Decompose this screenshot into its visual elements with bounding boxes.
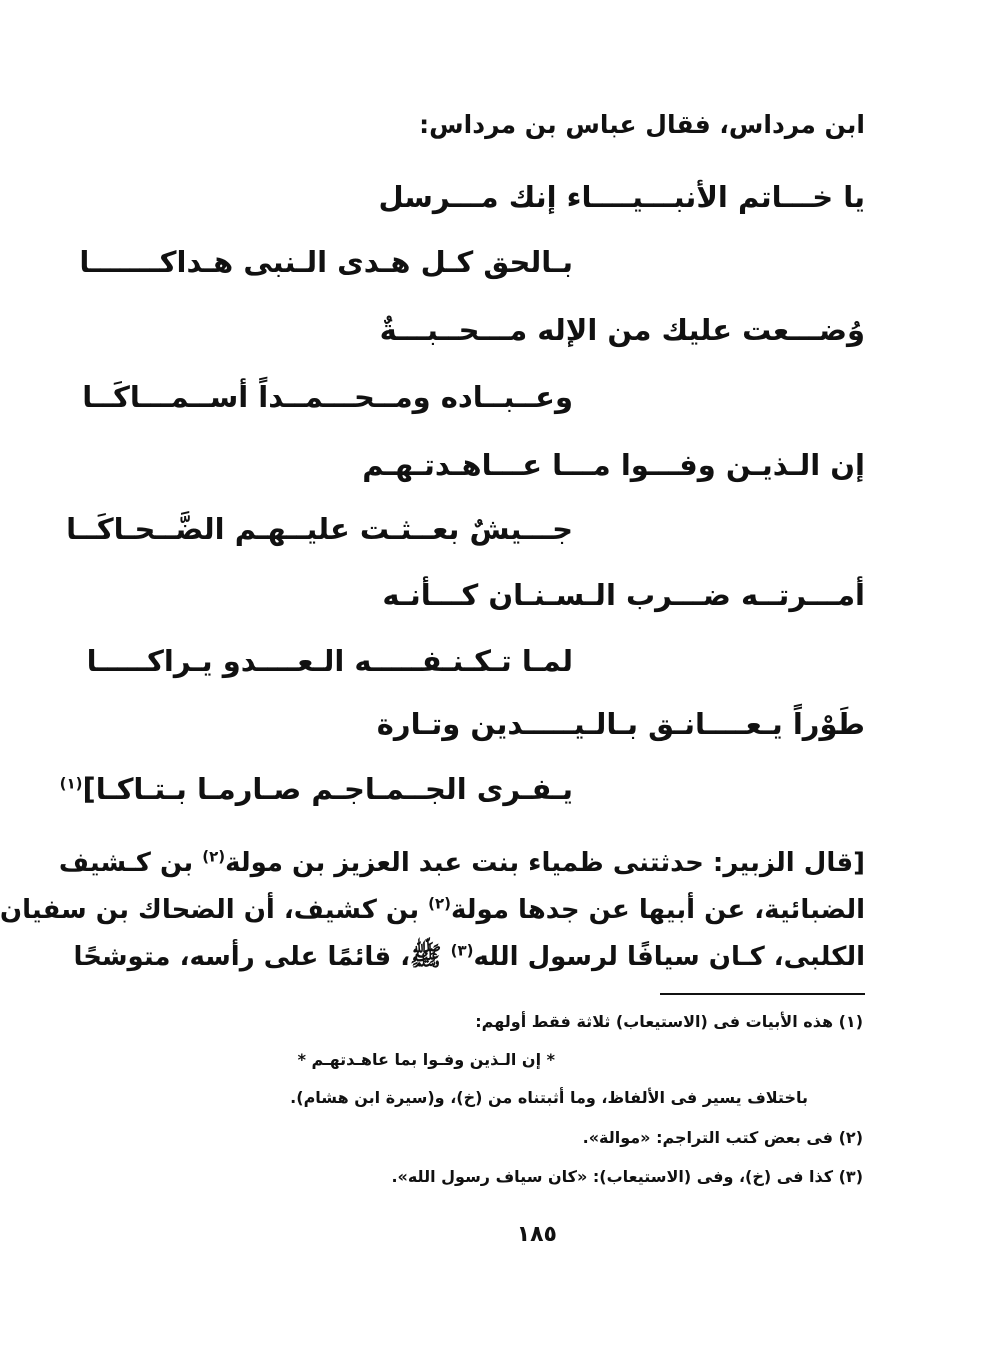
prose-line-3-b: ﷺ، قائمًا على رأسه، متوشحًا [73, 942, 451, 972]
intro-line: ابن مرداس، فقال عباس بن مرداس: [419, 110, 865, 139]
prose-line-2 [0, 887, 865, 934]
prose-line-1 [58, 840, 865, 887]
footnote-ref-3: (٣) [450, 941, 474, 960]
prose-line-3 [73, 934, 865, 981]
verse-2-second: وعــبــاده ومــحـــمــداً أســمـــاكَــا [82, 380, 573, 414]
prose-line-1-a: [قال الزبير: حدثتنى ظمياء بنت عبد العزيز بن مولة [225, 848, 865, 878]
footnote-1-continuation: باختلاف يسير فى الألفاظ، وما أثبتناه من (خ)، و(سيرة ابن هشام). [290, 1088, 808, 1107]
verse-2-first: وُضـــعت عليك من الإله مـــحــبـــةٌ [379, 313, 865, 347]
prose-line-1-b: بن كـشيف [58, 848, 203, 878]
verse-4-first: أمـــرتــه ضـــرب الـسـنـان كـــأنـه [382, 578, 865, 612]
prose-paragraph [0, 840, 865, 981]
prose-line-3-a: الكلبى، كـان سيافًا لرسول الله [473, 942, 865, 972]
footnote-ref-2b: (٢) [428, 894, 452, 913]
verse-5-first: طَوْراً يـعــــانـق بـالـيـــــدين وتـارة [376, 707, 865, 741]
verse-3-second: جـــيشٌ بعــثـت عليــهـم الضَّــحـاكَــا [66, 512, 573, 546]
footnote-ref-2a: (٢) [202, 847, 226, 866]
footnote-1: (١) هذه الأبيات فى (الاستيعاب) ثلاثة فقط أولهم: [475, 1012, 863, 1031]
verse-5-second [60, 772, 573, 806]
verse-1-second: بـالحق كـل هـدى الـنبى هـداكـــــــا [79, 245, 573, 279]
footnote-divider [660, 993, 865, 995]
verse-5-second-text: يـفـرى الجــمـاجـم صـارمـا بـتـاكـا] [82, 772, 573, 806]
prose-line-2-a: الضبائية، عن أبيها عن جدها مولة [451, 895, 865, 925]
page-number: ١٨٥ [516, 1222, 557, 1247]
footnote-1-verse: * إن الـذين وفـوا بما عاهـدتهـم * [297, 1050, 555, 1069]
verse-3-first: إن الـذيـن وفـــوا مـــا عـــاهـدتـهـم [362, 448, 865, 482]
footnote-2: (٢) فى بعض كتب التراجم: «موالة». [582, 1128, 863, 1147]
verse-1-first: يا خـــاتم الأنبـــيــــاء إنك مـــرسل [378, 180, 865, 214]
prose-line-2-b: بن كشيف، أن الضحاك بن سفيان [0, 895, 429, 925]
verse-4-second: لمـا تـكـنـفـــــه الـعــــدو يـراكـــــا [86, 644, 573, 678]
footnote-ref-1: (١) [59, 774, 83, 793]
footnote-3: (٣) كذا فى (خ)، وفى (الاستيعاب): «كان سياف رسول الله». [391, 1167, 863, 1186]
